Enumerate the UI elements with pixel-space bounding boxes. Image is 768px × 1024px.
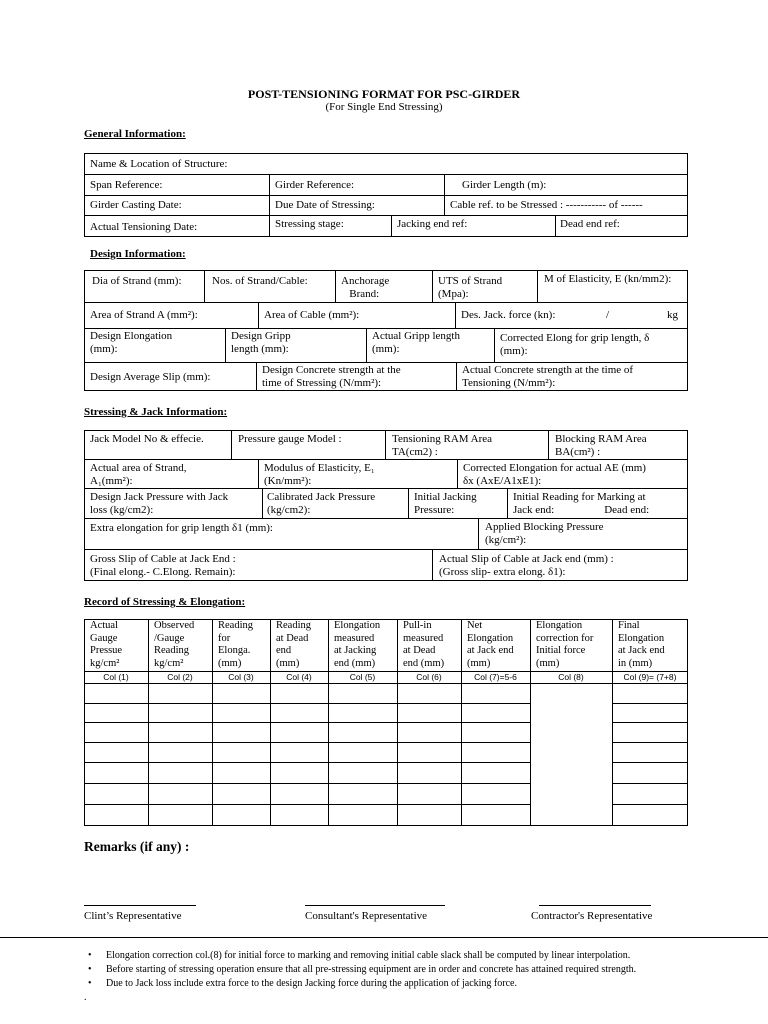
consultant-signature-line bbox=[305, 905, 445, 906]
girder-length-label: Girder Length (m): bbox=[462, 179, 547, 191]
record-data-cell[interactable] bbox=[270, 703, 328, 722]
m-elasticity-label: M of Elasticity, E (kn/mm2): bbox=[544, 273, 672, 285]
corrected-ae-label: Corrected Elongation for actual AE (mm) δx (AxE/A1xE1): bbox=[463, 462, 646, 487]
girder-ref-label: Girder Reference: bbox=[275, 179, 355, 191]
record-header-4: Reading at Dead end (mm) bbox=[276, 620, 311, 669]
consultant-representative: Consultant's Representative bbox=[305, 910, 428, 922]
tensioning-ram-label: Tensioning RAM Area TA(cm2) : bbox=[392, 433, 493, 458]
bullet-icon: • bbox=[88, 964, 92, 975]
record-data-cell[interactable] bbox=[328, 703, 397, 722]
design-concrete-label: Design Concrete strength at the time of Stressing (N/mm²): bbox=[262, 364, 401, 389]
calibrated-jack-label: Calibrated Jack Pressure (kg/cm2): bbox=[267, 491, 376, 516]
area-cable-label: Area of Cable (mm²): bbox=[264, 309, 360, 321]
record-data-cell[interactable] bbox=[84, 762, 148, 783]
record-header-2: Observed /Gauge Reading kg/cm² bbox=[154, 620, 195, 669]
record-data-cell[interactable] bbox=[84, 703, 148, 722]
uts-label: UTS of Strand (Mpa): bbox=[438, 275, 503, 300]
bullet-icon: • bbox=[88, 978, 92, 989]
record-data-cell[interactable] bbox=[328, 742, 397, 762]
record-header-1: Actual Gauge Pressue kg/cm² bbox=[90, 620, 123, 669]
modulus-label: Modulus of Elasticity, E₁ (Kn/mm²): bbox=[264, 462, 375, 487]
record-data-cell[interactable] bbox=[270, 722, 328, 742]
record-data-cell[interactable] bbox=[148, 722, 212, 742]
record-data-cell[interactable] bbox=[148, 683, 212, 703]
gross-slip-label: Gross Slip of Cable at Jack End : (Final elong.- C.Elong. Remain): bbox=[90, 553, 236, 578]
record-header-7: Net Elongation at Jack end (mm) bbox=[467, 620, 514, 669]
actual-area-strand-label: Actual area of Strand, A₁(mm²): bbox=[90, 462, 187, 487]
section-record: Record of Stressing & Elongation: bbox=[84, 596, 246, 608]
record-header-9: Final Elongation at Jack end in (mm) bbox=[618, 620, 665, 669]
actual-slip-label: Actual Slip of Cable at Jack end (mm) : (Gross slip- extra elong. δ1): bbox=[439, 553, 614, 578]
record-data-cell[interactable] bbox=[612, 722, 688, 742]
record-col-label: Col (8) bbox=[558, 672, 584, 682]
record-data-cell[interactable] bbox=[148, 742, 212, 762]
area-strand-label: Area of Strand A (mm²): bbox=[90, 309, 198, 321]
record-data-cell[interactable] bbox=[212, 703, 270, 722]
design-elongation-label: Design Elongation (mm): bbox=[90, 330, 173, 355]
record-data-cell[interactable] bbox=[397, 722, 461, 742]
record-col-label: Col (5) bbox=[349, 672, 376, 682]
record-data-cell[interactable] bbox=[397, 783, 461, 804]
record-data-cell[interactable] bbox=[212, 683, 270, 703]
record-data-cell[interactable] bbox=[612, 683, 688, 703]
footer-divider bbox=[0, 937, 768, 938]
record-data-cell[interactable] bbox=[461, 762, 530, 783]
record-header-3: Reading for Elonga. (mm) bbox=[218, 620, 253, 669]
record-col-label: Col (1) bbox=[103, 672, 129, 682]
record-data-cell[interactable] bbox=[461, 783, 530, 804]
name-location-label: Name & Location of Structure: bbox=[90, 158, 228, 170]
dead-end-label: Dead end ref: bbox=[560, 218, 620, 230]
record-header-8: Elongation correction for Initial force (mm) bbox=[536, 620, 594, 669]
record-data-cell[interactable] bbox=[270, 762, 328, 783]
actual-date-label: Actual Tensioning Date: bbox=[90, 221, 198, 233]
record-data-cell[interactable] bbox=[328, 804, 397, 826]
design-jack-pressure-label: Design Jack Pressure with Jack loss (kg/cm2): bbox=[90, 491, 229, 516]
record-col-label: Col (9)= (7+8) bbox=[623, 672, 677, 682]
bullet-icon: • bbox=[88, 950, 92, 961]
des-jack-label: Des. Jack. force (kn): bbox=[461, 309, 556, 321]
stressing-stage-label: Stressing stage: bbox=[275, 218, 344, 230]
record-data-cell[interactable] bbox=[84, 742, 148, 762]
record-data-cell[interactable] bbox=[461, 804, 530, 826]
blocking-ram-label: Blocking RAM Area BA(cm²) : bbox=[555, 433, 647, 458]
record-data-cell[interactable] bbox=[461, 722, 530, 742]
record-data-cell[interactable] bbox=[212, 783, 270, 804]
record-data-cell[interactable] bbox=[612, 742, 688, 762]
record-data-cell[interactable] bbox=[328, 783, 397, 804]
record-data-cell[interactable] bbox=[328, 683, 397, 703]
cable-ref-label: Cable ref. to be Stressed : ----------- of ------ bbox=[450, 199, 643, 211]
pressure-gauge-label: Pressure gauge Model : bbox=[238, 433, 342, 445]
section-design: Design Information: bbox=[90, 248, 186, 260]
record-data-cell[interactable] bbox=[397, 762, 461, 783]
section-general: General Information: bbox=[84, 128, 186, 140]
contractor-representative: Contractor's Representative bbox=[531, 910, 653, 922]
remarks-label: Remarks (if any) : bbox=[84, 839, 190, 854]
record-data-cell[interactable] bbox=[612, 804, 688, 826]
trailing-mark: . bbox=[84, 992, 87, 1003]
record-data-cell[interactable] bbox=[461, 683, 530, 703]
record-data-cell[interactable] bbox=[270, 804, 328, 826]
record-data-cell[interactable] bbox=[148, 703, 212, 722]
section-stressing: Stressing & Jack Information: bbox=[84, 406, 228, 418]
page-subtitle: (For Single End Stressing) bbox=[325, 101, 443, 113]
applied-blocking-label: Applied Blocking Pressure (kg/cm²): bbox=[485, 521, 604, 546]
record-col-label: Col (4) bbox=[286, 672, 312, 682]
record-data-cell[interactable] bbox=[612, 783, 688, 804]
actual-gripp-label: Actual Gripp length (mm): bbox=[372, 330, 460, 355]
due-date-label: Due Date of Stressing: bbox=[275, 199, 375, 211]
jacking-end-label: Jacking end ref: bbox=[397, 218, 468, 230]
anchorage-label: Anchorage Brand: bbox=[341, 275, 390, 300]
record-data-cell[interactable] bbox=[84, 804, 148, 826]
corrected-elong-label: Corrected Elong for grip length, δ (mm): bbox=[500, 332, 650, 357]
record-data-cell[interactable] bbox=[612, 762, 688, 783]
avg-slip-label: Design Average Slip (mm): bbox=[90, 371, 211, 383]
record-data-cell[interactable] bbox=[148, 783, 212, 804]
record-data-cell[interactable] bbox=[397, 683, 461, 703]
casting-date-label: Girder Casting Date: bbox=[90, 199, 182, 211]
kg-unit: kg bbox=[667, 309, 678, 321]
contractor-signature-line bbox=[539, 905, 651, 906]
record-data-cell[interactable] bbox=[461, 742, 530, 762]
record-data-cell[interactable] bbox=[84, 783, 148, 804]
initial-jacking-label: Initial Jacking Pressure: bbox=[414, 491, 477, 516]
dia-strand-label: Dia of Strand (mm): bbox=[92, 275, 182, 287]
record-data-cell[interactable] bbox=[397, 703, 461, 722]
record-data-cell[interactable] bbox=[84, 683, 148, 703]
client-representative: Clint’s Representative bbox=[84, 910, 182, 922]
record-data-cell[interactable] bbox=[397, 804, 461, 826]
record-data-cell[interactable] bbox=[212, 804, 270, 826]
record-header-5: Elongation measured at Jacking end (mm) bbox=[334, 620, 381, 669]
record-data-cell[interactable] bbox=[148, 762, 212, 783]
record-data-cell[interactable] bbox=[212, 742, 270, 762]
nos-strand-label: Nos. of Strand/Cable: bbox=[212, 275, 308, 287]
record-col-label: Col (7)=5-6 bbox=[474, 672, 517, 682]
record-data-cell[interactable] bbox=[397, 742, 461, 762]
note-item: Elongation correction col.(8) for initial force to marking and removing initial cable slack shall be computed by linear interpolation. bbox=[106, 950, 631, 961]
client-signature-line bbox=[84, 905, 196, 906]
record-data-cell[interactable] bbox=[328, 722, 397, 742]
record-col-label: Col (2) bbox=[167, 672, 193, 682]
record-data-cell[interactable] bbox=[461, 703, 530, 722]
extra-elongation-label: Extra elongation for grip length δ1 (mm): bbox=[90, 522, 273, 534]
record-data-cell[interactable] bbox=[270, 783, 328, 804]
slash-divider: / bbox=[606, 309, 610, 321]
record-col-label: Col (3) bbox=[228, 672, 254, 682]
record-data-cell[interactable] bbox=[148, 804, 212, 826]
initial-reading-label: Initial Reading for Marking at Jack end: Dead end: bbox=[513, 491, 650, 516]
record-col-label: Col (6) bbox=[416, 672, 442, 682]
design-gripp-label: Design Gripp length (mm): bbox=[231, 330, 291, 355]
record-data-cell[interactable] bbox=[212, 762, 270, 783]
record-data-cell[interactable] bbox=[612, 703, 688, 722]
record-data-cell[interactable] bbox=[328, 762, 397, 783]
span-ref-label: Span Reference: bbox=[90, 179, 163, 191]
note-item: Due to Jack loss include extra force to the design Jacking force during the application of jacking force. bbox=[106, 978, 517, 989]
record-data-cell[interactable] bbox=[270, 742, 328, 762]
record-header-6: Pull-in measured at Dead end (mm) bbox=[403, 620, 445, 669]
record-data-cell[interactable] bbox=[212, 722, 270, 742]
note-item: Before starting of stressing operation ensure that all pre-stressing equipment are in order and concrete has attained required strength. bbox=[106, 964, 637, 975]
record-data-cell[interactable] bbox=[270, 683, 328, 703]
page-title: POST-TENSIONING FORMAT FOR PSC-GIRDER bbox=[247, 87, 521, 101]
record-data-cell-col8[interactable] bbox=[530, 683, 612, 826]
jack-model-label: Jack Model No & effecie. bbox=[90, 433, 204, 445]
actual-concrete-label: Actual Concrete strength at the time of Tensioning (N/mm²): bbox=[462, 364, 634, 389]
record-data-cell[interactable] bbox=[84, 722, 148, 742]
